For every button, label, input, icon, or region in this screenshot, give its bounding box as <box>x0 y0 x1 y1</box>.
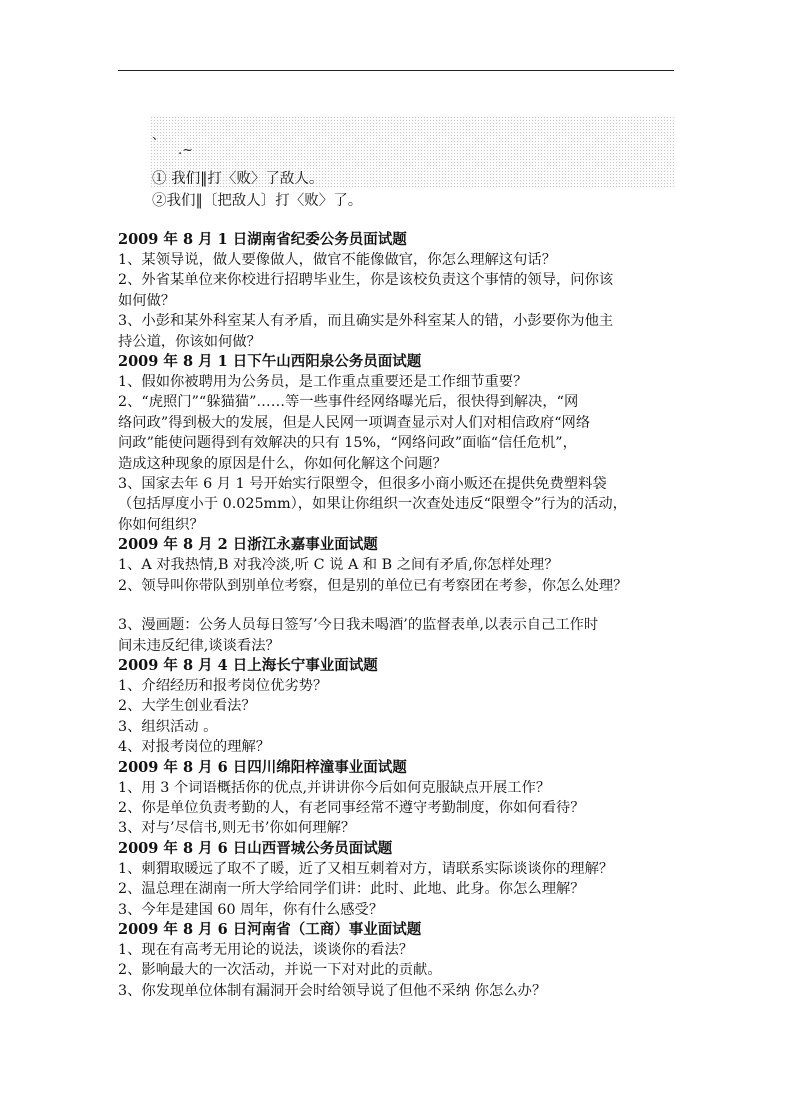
question-line: 2、外省某单位来你校进行招聘毕业生，你是该校负责这个事情的领导，问你该 <box>118 272 614 289</box>
question-line: 2、领导叫你带队到别单位考察，但是别的单位已有考察团在考参，你怎么处理？ <box>118 577 628 594</box>
section-heading: 2009 年 8 月 6 日山西晋城公务员面试题 <box>118 839 393 857</box>
stray-mark: .~ <box>178 143 194 158</box>
exam-section <box>118 839 688 920</box>
question-line: 1、假如你被聘用为公务员，是工作重点重要还是工作细节重要？ <box>118 374 528 391</box>
question-line: 3、组织活动 。 <box>118 718 218 735</box>
example-sentence-1: ① 我们‖打〈败〉了敌人。 <box>152 171 324 187</box>
question-line: 间未违反纪律,谈谈看法？ <box>118 637 280 654</box>
exam-section <box>118 352 688 535</box>
exam-section <box>118 535 688 656</box>
section-heading: 2009 年 8 月 4 日上海长宁事业面试题 <box>118 656 378 674</box>
exam-section <box>118 920 688 1001</box>
section-heading: 2009 年 8 月 1 日湖南省纪委公务员面试题 <box>118 231 407 248</box>
question-line: （包括厚度小于 0.025mm），如果让你组织一次查处违反“限塑令”行为的活动， <box>118 496 627 513</box>
question-line: 2、你是单位负责考勤的人，有老同事经常不遵守考勤制度，你如何看待？ <box>118 799 585 816</box>
question-line: 如何做？ <box>118 292 176 309</box>
question-line: 3、小彭和某外科室某人有矛盾，而且确实是外科室某人的错，小彭要你为他主 <box>118 313 614 330</box>
stray-mark: 、 <box>152 128 166 143</box>
question-line: 1、A 对我热情,B 对我冷淡,听 C 说 A 和 B 之间有矛盾,你怎样处理？ <box>118 557 559 574</box>
question-line: 2、“虎照门”“躲猫猫”……等一些事件经网络曝光后，很快得到解决，“网 <box>118 394 579 411</box>
blank-line <box>118 596 688 615</box>
question-line: 1、用 3 个词语概括你的优点,并讲讲你今后如何克服缺点开展工作？ <box>118 779 551 796</box>
question-line: 2、温总理在湖南一所大学给同学们讲：此时、此地、此身。你怎么理解？ <box>118 881 585 898</box>
question-line: 1、现在有高考无用论的说法，谈谈你的看法？ <box>118 941 414 958</box>
section-heading: 2009 年 8 月 6 日河南省（工商）事业面试题 <box>118 920 422 938</box>
section-heading: 2009 年 8 月 1 日下午山西阳泉公务员面试题 <box>118 353 422 371</box>
question-line: 3、你发现单位体制有漏洞开会时给领导说了但他不采纳 你怎么办？ <box>118 982 547 999</box>
question-line: 持公道，你该如何做？ <box>118 333 261 350</box>
question-line: 3、国家去年 6 月 1 号开始实行限塑令，但很多小商小贩还在提供免费塑料袋 <box>118 476 607 493</box>
section-heading: 2009 年 8 月 2 日浙江永嘉事业面试题 <box>118 536 378 554</box>
question-line: 造成这种现象的原因是什么，你如何化解这个问题？ <box>118 455 447 472</box>
question-line: 络问政”得到极大的发展，但是人民网一项调查显示对人们对相信政府“网络 <box>118 414 591 431</box>
question-list <box>118 230 688 1001</box>
exam-section <box>118 230 688 352</box>
question-line: 4、对报考岗位的理解？ <box>118 739 271 756</box>
question-line: 3、漫画题：公务人员每日签写’今日我未喝酒’的监督表单,以表示自己工作时 <box>118 617 599 634</box>
question-line: 3、对与’尽信书,则无书’你如何理解？ <box>118 820 356 837</box>
question-line: 1、介绍经历和报考岗位优劣势？ <box>118 677 328 694</box>
question-line: 1、刺猬取暖远了取不了暖，近了又相互刺着对方，请联系实际谈谈你的理解？ <box>118 860 614 877</box>
exam-section <box>118 758 688 839</box>
question-line: 2、大学生创业看法？ <box>118 698 256 715</box>
question-line: 3、今年是建国 60 周年，你有什么感受？ <box>118 901 384 918</box>
question-line: 2、影响最大的一次活动，并说一下对对此的贡献。 <box>118 962 442 979</box>
question-line: 问政”能使问题得到有效解决的只有 15%，“网络问政”面临“信任危机”， <box>118 435 577 452</box>
exam-section <box>118 656 688 758</box>
example-sentence-2: ②我们‖〔把敌人〕打〈败〉了。 <box>152 193 363 209</box>
section-heading: 2009 年 8 月 6 日四川绵阳梓潼事业面试题 <box>118 758 407 776</box>
question-line: 你如何组织？ <box>118 516 204 533</box>
header-rule <box>118 70 674 71</box>
question-line: 1、某领导说，做人要像做人，做官不能像做官，你怎么理解这句话？ <box>118 252 556 268</box>
